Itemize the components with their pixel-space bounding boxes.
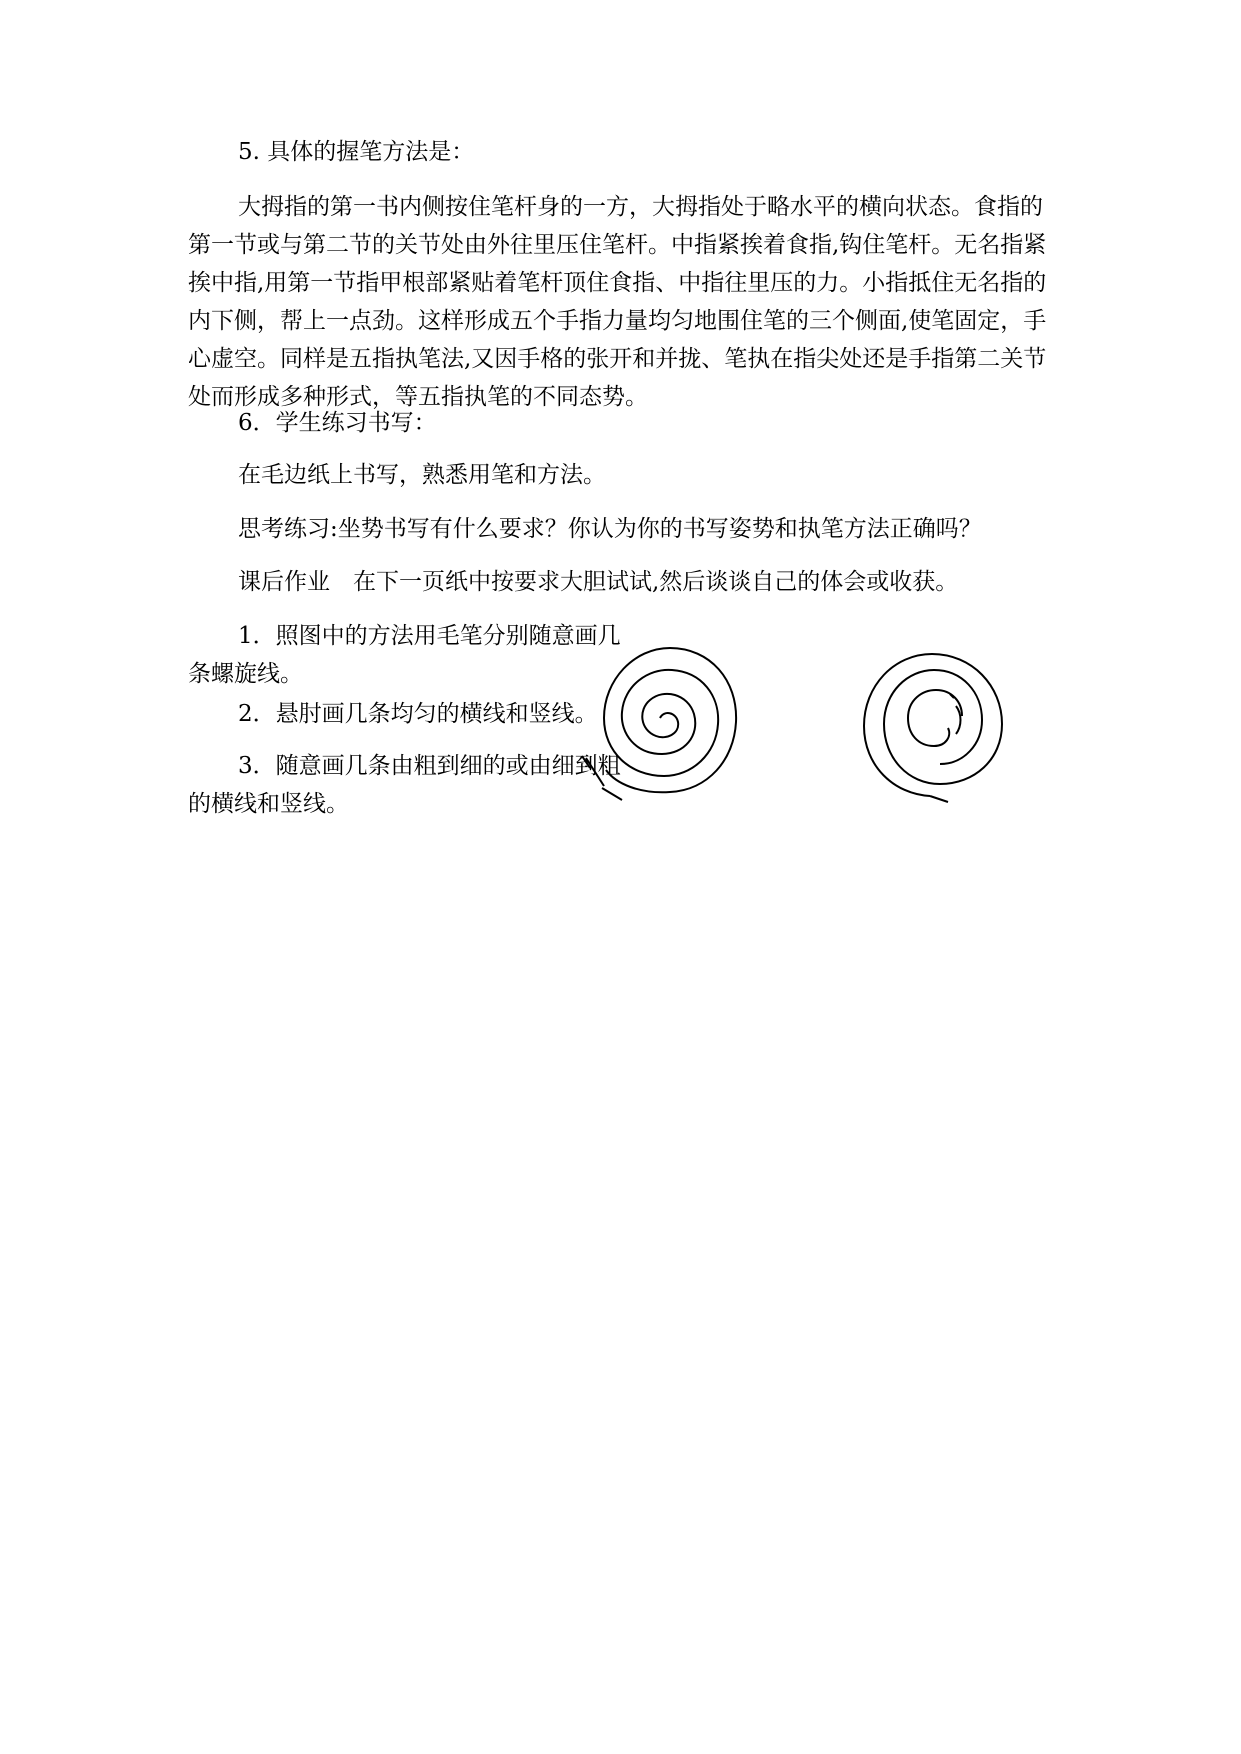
step6-body: 在毛边纸上书写，熟悉用笔和方法。 [238,462,606,488]
spiral-drawing-icon [578,630,758,810]
thinking-exercise: 思考练习:坐势书写有什么要求？你认为你的书写姿势和执笔方法正确吗？ [238,516,982,542]
step6-heading: 6．学生练习书写： [238,410,437,436]
step5-body: 大拇指的第一书内侧按住笔杆身的一方，大拇指处于略水平的横向状态。食指的第一节或与第二节的关节处由外往里压住笔杆。中指紧挨着食指,钩住笔杆。无名指紧挨中指,用第一节指甲根部紧贴着笔杆顶住食指、中指往里压的力。小指抵住无名指的内下侧，帮上一点劲。这样形成五个手指力量均匀地围住笔的三个侧面,使笔固定，手心虚空。同样是五指执笔法,又因手格的张开和并拢、笔执在指尖处还是手指第二关节处而形成多种形式，等五指执笔的不同态势。 [188,194,1047,410]
task-2: 2．悬肘画几条均匀的横线和竖线。 [238,701,598,727]
task-3: 3．随意画几条由粗到细的或由细到粗的横线和竖线。 [188,753,621,817]
task-1: 1．照图中的方法用毛笔分别随意画几条螺旋线。 [188,623,621,687]
homework: 课后作业 在下一页纸中按要求大胆试试,然后谈谈自己的体会或收获。 [238,569,959,595]
step5-heading: 5. 具体的握笔方法是： [238,139,475,165]
spiral-drawing-icon [848,636,1016,804]
